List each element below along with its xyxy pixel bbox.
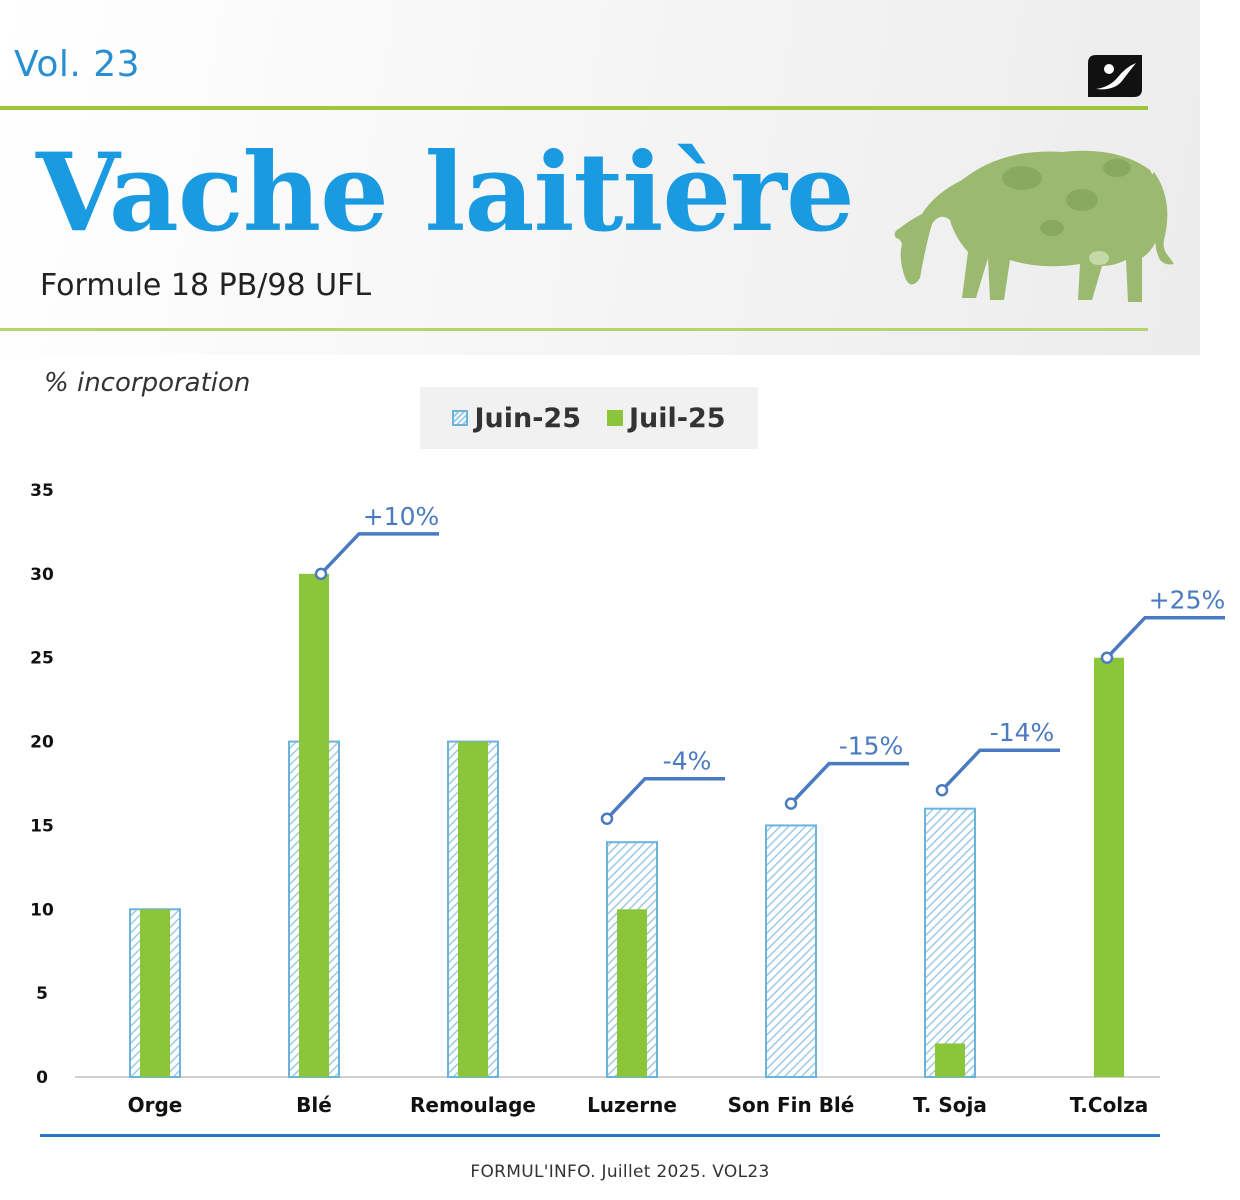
bar-chart bbox=[0, 460, 1226, 1125]
legend-swatch-juil bbox=[607, 410, 623, 426]
legend-swatch-juin bbox=[452, 410, 468, 426]
annotation-label: -15% bbox=[838, 731, 904, 761]
annotation-marker bbox=[1102, 653, 1112, 663]
legend-label-juin: Juin-25 bbox=[474, 402, 581, 434]
bar-juil-25 bbox=[1094, 658, 1124, 1077]
y-tick-label: 20 bbox=[30, 732, 54, 753]
y-tick-label: 5 bbox=[36, 984, 48, 1005]
annotation-label: -4% bbox=[662, 746, 712, 776]
annotation-marker bbox=[937, 785, 947, 795]
annotation-leader bbox=[791, 764, 909, 804]
bar-juil-25 bbox=[458, 742, 488, 1077]
annotation-label: +25% bbox=[1148, 585, 1226, 615]
x-tick-label: T. Soja bbox=[913, 1093, 987, 1117]
legend-item-juil bbox=[607, 403, 726, 434]
x-tick-label: Blé bbox=[296, 1093, 332, 1117]
annotation-leader bbox=[942, 750, 1060, 790]
y-tick-label: 10 bbox=[30, 900, 54, 921]
page-title: Vache laitière bbox=[36, 130, 854, 256]
bar-juil-25 bbox=[140, 909, 170, 1077]
x-tick-label: Remoulage bbox=[409, 1093, 537, 1117]
volume-label: Vol. 23 bbox=[14, 44, 141, 85]
bar-juin-25 bbox=[925, 809, 975, 1077]
brand-logo-icon bbox=[1088, 55, 1142, 97]
header-top-divider bbox=[0, 106, 1148, 110]
x-tick-label: T.Colza bbox=[1069, 1093, 1149, 1117]
annotation-label: -14% bbox=[989, 718, 1055, 748]
annotation-leader bbox=[607, 779, 725, 819]
annotation-marker bbox=[786, 799, 796, 809]
page-subtitle: Formule 18 PB/98 UFL bbox=[40, 268, 372, 303]
bar-juil-25 bbox=[935, 1043, 965, 1077]
y-tick-label: 25 bbox=[30, 648, 54, 669]
bar-juil-25 bbox=[299, 574, 329, 1077]
footer-divider bbox=[40, 1134, 1160, 1137]
cow-icon bbox=[892, 140, 1182, 315]
footer-text: FORMUL'INFO. Juillet 2025. VOL23 bbox=[470, 1162, 770, 1182]
y-tick-label: 35 bbox=[30, 481, 54, 501]
annotation-leader bbox=[1107, 618, 1225, 658]
y-tick-label: 15 bbox=[30, 816, 54, 837]
header-bottom-divider bbox=[0, 328, 1148, 331]
y-tick-label: 0 bbox=[36, 1068, 48, 1088]
bar-juin-25 bbox=[766, 825, 816, 1077]
annotation-label: +10% bbox=[362, 501, 440, 531]
x-tick-label: Luzerne bbox=[587, 1093, 677, 1117]
y-axis-label: % incorporation bbox=[44, 368, 251, 398]
x-tick-label: Son Fin Blé bbox=[727, 1093, 855, 1117]
x-tick-label: Orge bbox=[127, 1093, 183, 1117]
chart-legend bbox=[420, 387, 758, 449]
bar-juil-25 bbox=[617, 909, 647, 1077]
legend-label-juil: Juil-25 bbox=[628, 402, 726, 434]
legend-item-juin bbox=[452, 403, 581, 434]
y-tick-label: 30 bbox=[30, 564, 54, 585]
annotation-leader bbox=[321, 534, 439, 574]
annotation-marker bbox=[316, 569, 326, 579]
annotation-marker bbox=[602, 814, 612, 824]
